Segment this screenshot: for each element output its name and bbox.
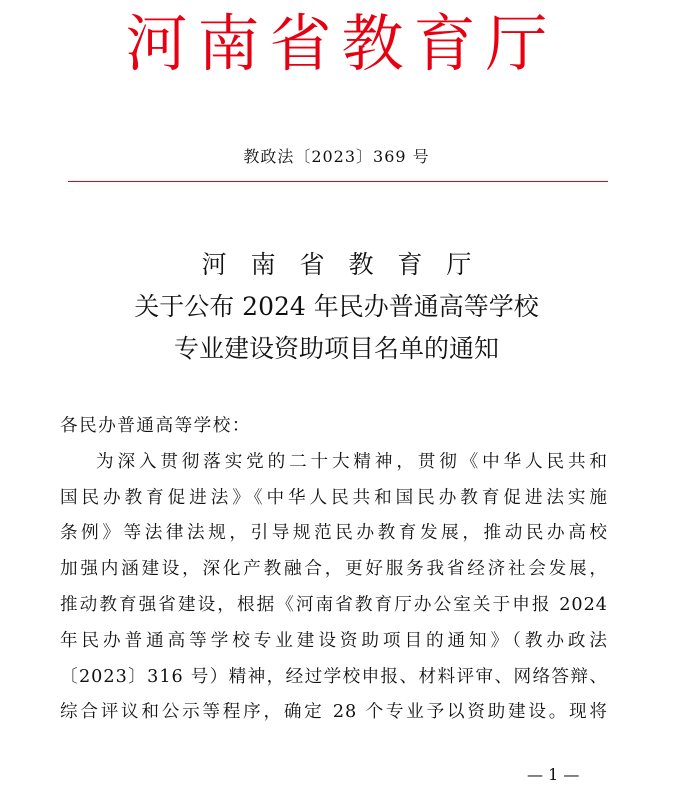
- body-line: 推动教育强省建设，根据《河南省教育厅办公室关于申报 2024: [60, 594, 608, 615]
- title-line: 河 南 省 教 育 厅: [201, 250, 480, 279]
- title-line: 专业建设资助项目名单的通知: [173, 334, 499, 363]
- notice-title: [0, 244, 673, 370]
- salutation: 各民办普通高等学校：: [60, 416, 251, 436]
- page-number: — 1 —: [527, 765, 580, 784]
- body-line: 为深入贯彻落实党的二十大精神，贯彻《中华人民共和: [96, 451, 608, 472]
- red-divider-line: [68, 181, 608, 182]
- body-line: 加强内涵建设，深化产教融合，更好服务我省经济社会发展，: [60, 559, 608, 580]
- document-number: 教政法〔2023〕369 号: [243, 147, 430, 166]
- notice-body: [60, 409, 608, 731]
- body-line: 条例》等法律法规，引导规范民办教育发展，推动民办高校: [60, 523, 608, 544]
- body-line: 年民办普通高等学校专业建设资助项目的通知》（教办政法: [60, 630, 608, 651]
- letterhead-title: 河南省教育厅: [125, 7, 558, 80]
- body-line: 〔2023〕316 号）精神，经过学校申报、材料评审、网络答辩、: [60, 666, 608, 687]
- title-line: 关于公布 2024 年民办普通高等学校: [134, 292, 539, 321]
- body-line: 国民办教育促进法》《中华人民共和国民办教育促进法实施: [60, 487, 608, 508]
- body-line: 综合评议和公示等程序，确定 28 个专业予以资助建设。现将: [60, 702, 608, 723]
